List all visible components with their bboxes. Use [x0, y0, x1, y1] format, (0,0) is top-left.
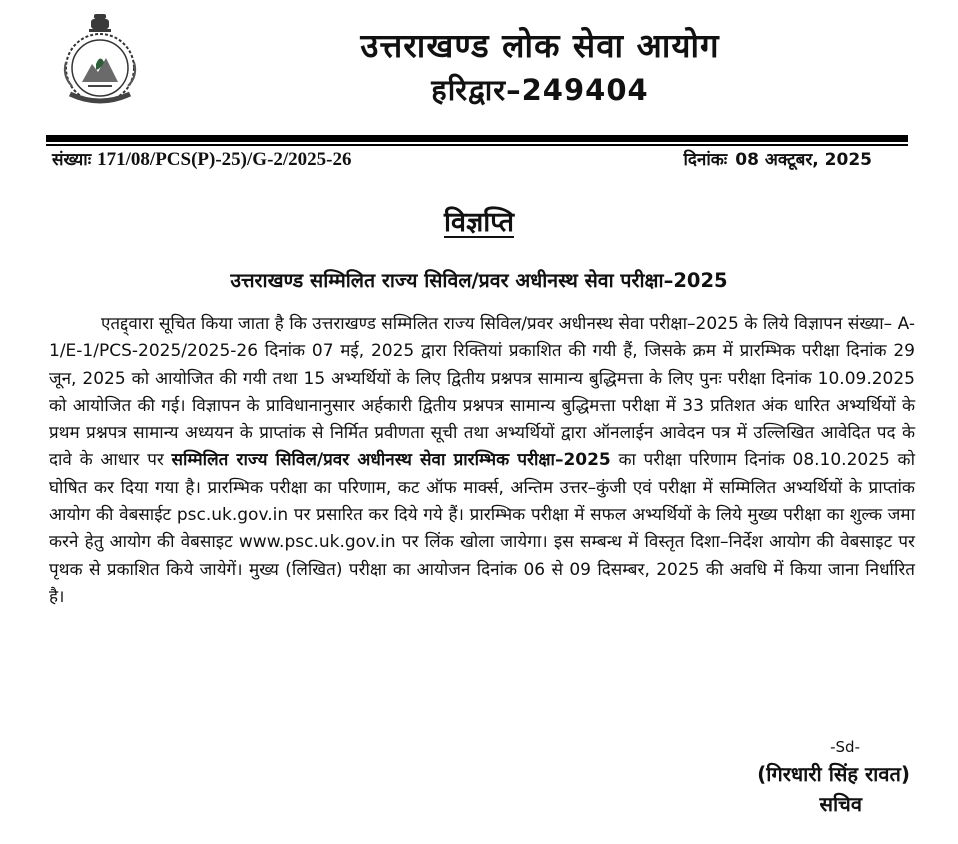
signatory-name: (गिरधारी सिंह रावत) — [757, 762, 910, 786]
commission-logo — [52, 12, 148, 124]
notice-body-part2: का परीक्षा परिणाम दिनांक 08.10.2025 को घोषित कर दिया गया है। प्रारम्भिक परीक्षा का परिणाम, कट ऑफ मार्क्स, अन्तिम उत्तर–कुंजी एवं परीक्षा में सम्मिलित अभ्यर्थियों के प्राप्तांक आयोग की वेबसाईट psc.uk.gov.in पर प्रसारित कर दिये गये हैं। प्रारम्भिक परीक्षा में सफल अभ्यर्थियों के लिये मुख्य परीक्षा का शुल्क जमा करने हेतु आयोग की वेबसाइट www.psc.uk.gov.in पर लिंक खोला जायेगा। इस सम्बन्ध में विस्तृत दिशा–निर्देश आयोग की वेबसाइट पर पृथक से प्रकाशित किये जायेगें। मुख्य (लिखित) परीक्षा का आयोजन दिनांक 06 से 09 दिसम्बर, 2025 की अवधि में किया जाना निर्धारित है। — [49, 450, 915, 607]
notice-heading — [0, 202, 958, 239]
org-address: हरिद्वार–249404 — [431, 73, 649, 107]
signature-sd: -Sd- — [830, 738, 860, 756]
header-rule-thin — [46, 144, 908, 146]
state-emblem-icon — [52, 12, 148, 124]
reference-number — [52, 147, 352, 171]
notice-body-part1: एतद्द्वारा सूचित किया जाता है कि उत्तराखण्ड सम्मिलित राज्य सिविल/प्रवर अधीनस्थ सेवा परीक्षा–2025 के लिये विज्ञापन संख्या– A-1/E-1/PCS-2025/2025-26 दिनांक 07 मई, 2025 द्वारा रिक्तियां प्रकाशित की गयी हैं, जिसके क्रम में प्रारम्भिक परीक्षा दिनांक 29 जून, 2025 को आयोजित की गयी तथा 15 अभ्यर्थियों के लिए द्वितीय प्रश्नपत्र सामान्य बुद्धिमत्ता के लिए पुनः परीक्षा दिनांक 10.09.2025 को आयोजित की गई। विज्ञापन के प्राविधानानुसार अर्हकारी द्वितीय प्रश्नपत्र सामान्य बुद्धिमत्ता परीक्षा में 33 प्रतिशत अंक धारित अभ्यर्थियों के प्रथम प्रश्नपत्र सामान्य अध्ययन के प्राप्तांक से निर्मित प्रवीणता सूची तथा अभ्यर्थियों द्वारा ऑनलाईन आवेदन पत्र में उल्लिखित आवेदित पद के दावे के आधार पर — [49, 314, 915, 471]
reference-date-value: 08 अक्टूबर, 2025 — [735, 150, 872, 170]
notice-heading-text: विज्ञप्ति — [443, 207, 514, 238]
header-rule-thick — [46, 135, 908, 142]
reference-date — [683, 147, 872, 170]
notice-body-bold: सम्मिलित राज्य सिविल/प्रवर अधीनस्थ सेवा प्रारम्भिक परीक्षा–2025 — [171, 450, 611, 471]
notice-subject: उत्तराखण्ड सम्मिलित राज्य सिविल/प्रवर अधीनस्थ सेवा परीक्षा–2025 — [230, 269, 728, 292]
notice-body — [49, 311, 915, 611]
org-name: उत्तराखण्ड लोक सेवा आयोग — [360, 26, 720, 65]
signatory-designation: सचिव — [819, 792, 862, 816]
reference-number-label: संख्याः — [52, 150, 92, 170]
reference-date-label: दिनांकः — [683, 150, 728, 170]
reference-number-value: 171/08/PCS(P)-25)/G-2/2025-26 — [97, 149, 352, 170]
